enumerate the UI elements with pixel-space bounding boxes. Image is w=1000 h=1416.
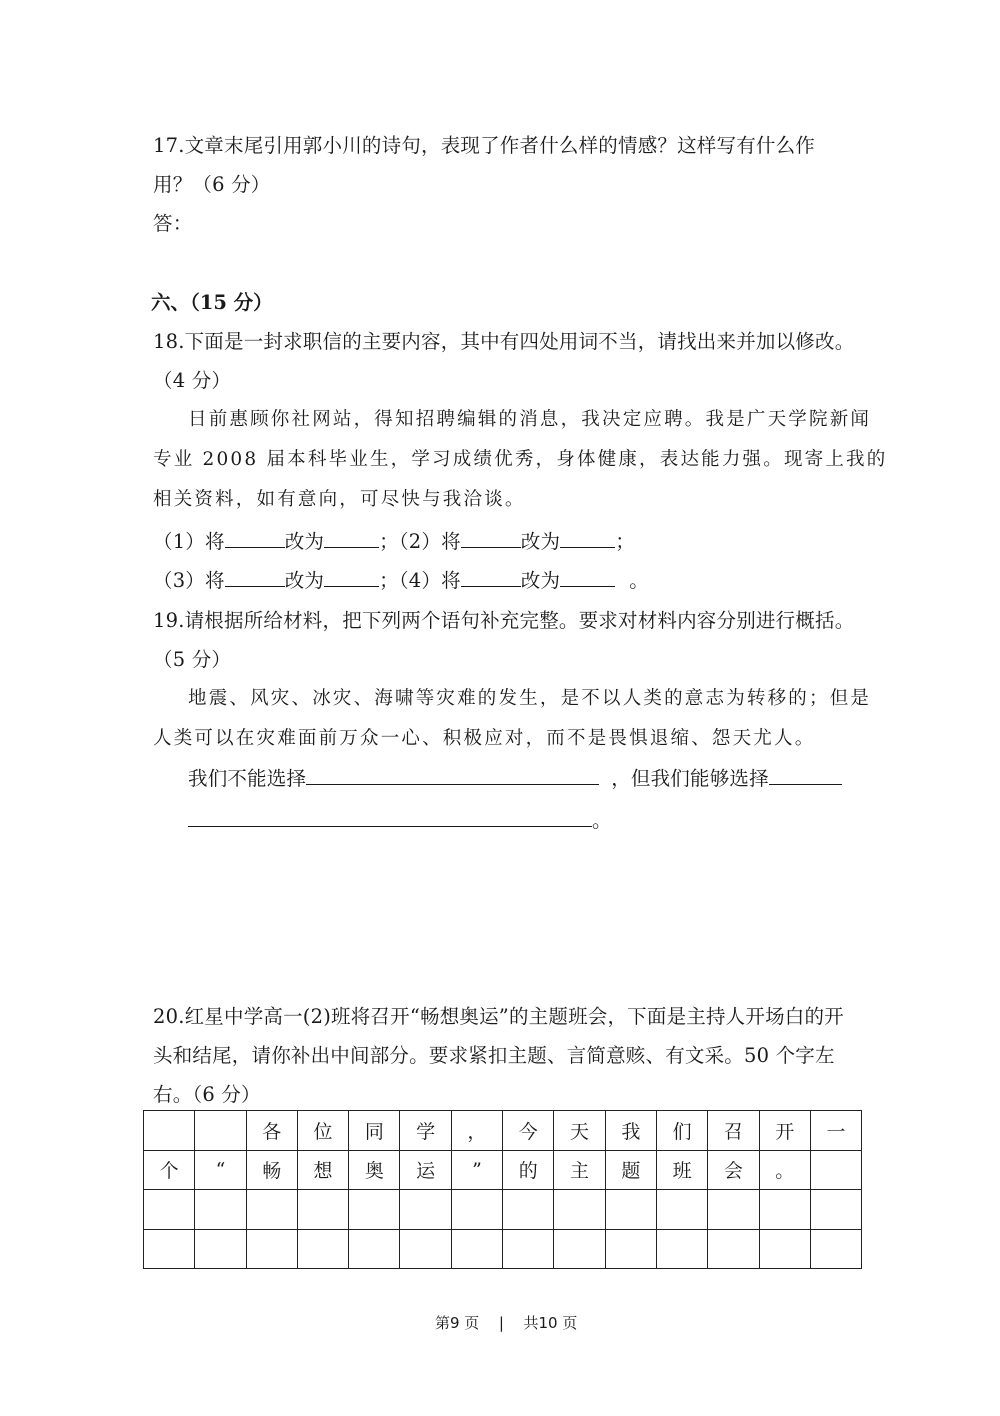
grid-cell[interactable] <box>503 1229 554 1269</box>
grid-cell[interactable] <box>554 1190 605 1230</box>
grid-cell[interactable] <box>195 1111 246 1151</box>
grid-cell[interactable] <box>349 1229 400 1269</box>
grid-cell: 天 <box>554 1111 605 1151</box>
change-label-4: 改为 <box>520 569 561 592</box>
q20-line1: 20.红星中学高一(2)班将召开“畅想奥运”的主题班会，下面是主持人开场白的开 <box>153 1005 844 1028</box>
grid-cell: 开 <box>759 1111 810 1151</box>
grid-cell: 们 <box>656 1111 707 1151</box>
q19-blank-b-continuation[interactable] <box>188 808 592 827</box>
q18-fill-row1 <box>153 526 635 554</box>
q18-fill-row2 <box>153 565 649 593</box>
grid-cell[interactable] <box>451 1190 502 1230</box>
footer-total: 共10 页 <box>523 1314 578 1332</box>
grid-cell[interactable] <box>195 1229 246 1269</box>
writing-grid <box>143 1110 862 1269</box>
grid-cell[interactable] <box>400 1229 451 1269</box>
q20-line3: 右。（6 分） <box>153 1083 261 1106</box>
q19-blank-b-start[interactable] <box>769 766 842 785</box>
change-label-3: 改为 <box>284 569 325 592</box>
grid-cell[interactable] <box>759 1190 810 1230</box>
grid-cell: 一 <box>810 1111 861 1151</box>
grid-row <box>144 1111 862 1151</box>
grid-cell[interactable] <box>297 1190 348 1230</box>
q19-sentence-row <box>188 763 842 791</box>
q17-line1: 17.文章末尾引用郭小川的诗句，表现了作者什么样的情感？这样写有什么作 <box>153 134 816 157</box>
grid-cell: 题 <box>605 1150 656 1190</box>
q19-blank-a[interactable] <box>306 766 599 785</box>
grid-cell: 主 <box>554 1150 605 1190</box>
fill-blank-1b[interactable] <box>324 529 379 548</box>
fill-blank-2a[interactable] <box>461 529 521 548</box>
grid-cell[interactable] <box>400 1190 451 1230</box>
q20-line2: 头和结尾，请你补出中间部分。要求紧扣主题、言简意赅、有文采。50 个字左 <box>153 1044 835 1067</box>
grid-cell: 运 <box>400 1150 451 1190</box>
fill-sep-2: ； <box>615 530 635 553</box>
fill-sep-1: ； <box>379 530 399 553</box>
grid-cell[interactable] <box>349 1190 400 1230</box>
fill-blank-4a[interactable] <box>461 568 521 587</box>
q19-passage-line2: 人类可以在灾难面前万众一心、积极应对，而不是畏惧退缩、怨天尤人。 <box>153 728 816 749</box>
q19-line1: 19.请根据所给材料，把下列两个语句补充完整。要求对材料内容分别进行概括。 <box>153 609 855 632</box>
grid-cell: 位 <box>297 1111 348 1151</box>
grid-cell[interactable] <box>503 1190 554 1230</box>
grid-cell: 今 <box>503 1111 554 1151</box>
page-footer <box>435 1312 577 1333</box>
grid-cell: 召 <box>708 1111 759 1151</box>
grid-row <box>144 1229 862 1269</box>
grid-cell: 各 <box>246 1111 297 1151</box>
grid-cell[interactable] <box>810 1150 861 1190</box>
change-label-2: 改为 <box>520 530 561 553</box>
fill-sep-3: ； <box>379 569 399 592</box>
grid-cell: ” <box>451 1150 502 1190</box>
grid-cell[interactable] <box>656 1190 707 1230</box>
grid-cell[interactable] <box>810 1229 861 1269</box>
section-six-title: 六、（15 分） <box>151 291 273 314</box>
q19-sentence-b: ，但我们能够选择 <box>611 767 769 790</box>
fill-blank-1a[interactable] <box>225 529 285 548</box>
grid-cell: 想 <box>297 1150 348 1190</box>
grid-cell[interactable] <box>144 1190 195 1230</box>
fill-end: 。 <box>629 569 649 592</box>
grid-cell[interactable] <box>605 1229 656 1269</box>
q19-continuation-row <box>188 805 612 833</box>
grid-cell[interactable] <box>451 1229 502 1269</box>
grid-cell: 我 <box>605 1111 656 1151</box>
grid-row <box>144 1190 862 1230</box>
fill-blank-3b[interactable] <box>324 568 379 587</box>
q18-line1: 18.下面是一封求职信的主要内容，其中有四处用词不当，请找出来并加以修改。 <box>153 330 855 353</box>
grid-cell: ， <box>451 1111 502 1151</box>
grid-cell: 奥 <box>349 1150 400 1190</box>
grid-row <box>144 1150 862 1190</box>
q17-answer-label: 答： <box>153 212 193 235</box>
change-label-1: 改为 <box>284 530 325 553</box>
grid-cell: 会 <box>708 1150 759 1190</box>
fill-label-1: （1）将 <box>153 530 225 553</box>
grid-cell[interactable] <box>246 1190 297 1230</box>
grid-cell[interactable] <box>195 1190 246 1230</box>
fill-label-3: （3）将 <box>153 569 225 592</box>
grid-cell: 。 <box>759 1150 810 1190</box>
grid-cell: “ <box>195 1150 246 1190</box>
q19-end: 。 <box>592 809 612 832</box>
grid-cell[interactable] <box>144 1229 195 1269</box>
fill-blank-2b[interactable] <box>560 529 615 548</box>
q17-line2: 用？（6 分） <box>153 173 271 196</box>
q18-passage-line3: 相关资料，如有意向，可尽快与我洽谈。 <box>153 489 526 510</box>
footer-divider: | <box>498 1314 504 1332</box>
grid-cell[interactable] <box>708 1229 759 1269</box>
grid-cell[interactable] <box>708 1190 759 1230</box>
grid-cell[interactable] <box>297 1229 348 1269</box>
grid-cell[interactable] <box>810 1190 861 1230</box>
fill-blank-3a[interactable] <box>225 568 285 587</box>
q18-passage-line2: 专业 2008 届本科毕业生，学习成绩优秀，身体健康，表达能力强。现寄上我的 <box>153 449 888 470</box>
fill-label-4: （4）将 <box>398 569 461 592</box>
grid-cell[interactable] <box>144 1111 195 1151</box>
grid-cell[interactable] <box>554 1229 605 1269</box>
grid-cell[interactable] <box>605 1190 656 1230</box>
grid-cell: 畅 <box>246 1150 297 1190</box>
q18-passage-line1: 日前惠顾你社网站，得知招聘编辑的消息，我决定应聘。我是广天学院新闻 <box>188 409 872 430</box>
grid-cell[interactable] <box>246 1229 297 1269</box>
grid-cell[interactable] <box>656 1229 707 1269</box>
grid-cell: 班 <box>656 1150 707 1190</box>
q19-score: （5 分） <box>153 648 232 671</box>
grid-cell: 个 <box>144 1150 195 1190</box>
grid-cell: 同 <box>349 1111 400 1151</box>
q19-passage-line1: 地震、风灾、冰灾、海啸等灾难的发生，是不以人类的意志为转移的；但是 <box>188 688 872 709</box>
grid-cell[interactable] <box>759 1229 810 1269</box>
grid-cell: 学 <box>400 1111 451 1151</box>
footer-page: 第9 页 <box>435 1314 480 1332</box>
fill-blank-4b[interactable] <box>560 568 615 587</box>
q18-score: （4 分） <box>153 369 232 392</box>
fill-label-2: （2）将 <box>398 530 461 553</box>
grid-cell: 的 <box>503 1150 554 1190</box>
q19-sentence-a: 我们不能选择 <box>188 767 307 790</box>
